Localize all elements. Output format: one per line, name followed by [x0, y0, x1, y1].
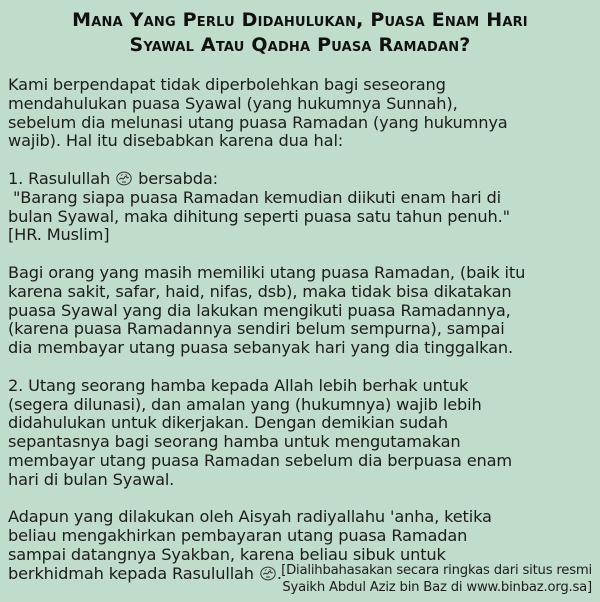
closing-prefix: berkhidmah kepada Rasulullah — [8, 563, 254, 583]
explanation-paragraph — [8, 264, 596, 358]
point-one-heading — [8, 170, 596, 189]
text-line: hari di bulan Syawal. — [8, 469, 175, 489]
point-one-paragraph — [8, 170, 596, 245]
text-line: dia membayar utang puasa sebanyak hari yang dia tinggalkan. — [8, 338, 513, 358]
text-line: sampai datangnya Syakban, karena beliau sibuk untuk — [8, 544, 446, 564]
text-line: 2. Utang seorang hamba kepada Allah lebih berhak untuk — [8, 375, 469, 395]
text-line: puasa Syawal yang dia lakukan mengikuti puasa Ramadannya, — [8, 300, 511, 320]
text-line: sebelum dia melunasi utang puasa Ramadan (yang hukumnya — [8, 112, 508, 132]
title-line-1: Mana Yang Perlu Didahulukan, Puasa Enam Hari — [72, 9, 528, 31]
text-line: beliau mengakhirkan pembayaran utang puasa Ramadan — [8, 526, 468, 546]
text-line: mendahulukan puasa Syawal (yang hukumnya Sunnah), — [8, 93, 458, 113]
hadith-quote-line: "Barang siapa puasa Ramadan kemudian diikuti enam hari di — [8, 187, 501, 207]
text-line: (karena puasa Ramadannya sendiri belum sempurna), sampai — [8, 319, 505, 339]
source-citation — [192, 562, 592, 596]
point-one-suffix: bersabda: — [138, 168, 218, 188]
text-line: sepantasnya bagi seorang hamba untuk mengutamakan — [8, 432, 461, 452]
point-two-paragraph — [8, 377, 596, 490]
text-line: Adapun yang dilakukan oleh Aisyah radiyallahu 'anha, ketika — [8, 507, 492, 527]
salawat-calligraphy-icon — [116, 170, 132, 186]
text-line: Bagi orang yang masih memiliki utang puasa Ramadan, (baik itu — [8, 262, 526, 282]
text-line: Kami berpendapat tidak diperbolehkan bagi seseorang — [8, 75, 446, 94]
source-line-1: [Dialihbahasakan secara ringkas dari situs resmi — [281, 563, 592, 578]
text-line: membayar utang puasa Ramadan sebelum dia berpuasa enam — [8, 450, 513, 470]
hadith-reference: [HR. Muslim] — [8, 225, 110, 245]
source-line-2: Syaikh Abdul Aziz bin Baz di www.binbaz.org.sa] — [282, 580, 592, 595]
text-line: (segera dilunasi), dan amalan yang (hukumnya) wajib lebih — [8, 394, 482, 414]
text-line: didahulukan untuk dikerjakan. Dengan demikian sudah — [8, 413, 448, 433]
point-one-prefix: 1. Rasulullah — [8, 168, 111, 188]
title-line-2: Syawal Atau Qadha Puasa Ramadan? — [129, 34, 471, 56]
text-line: karena sakit, safar, haid, nifas, dsb), maka tidak bisa dikatakan — [8, 281, 512, 301]
hadith-quote-line: bulan Syawal, maka dihitung seperti puasa satu tahun penuh." — [8, 206, 510, 226]
closing-suffix: . — [276, 563, 282, 583]
intro-paragraph — [8, 76, 596, 151]
text-line: wajib). Hal itu disebabkan karena dua hal: — [8, 131, 344, 151]
article-title — [0, 8, 600, 58]
article-body — [8, 76, 596, 602]
